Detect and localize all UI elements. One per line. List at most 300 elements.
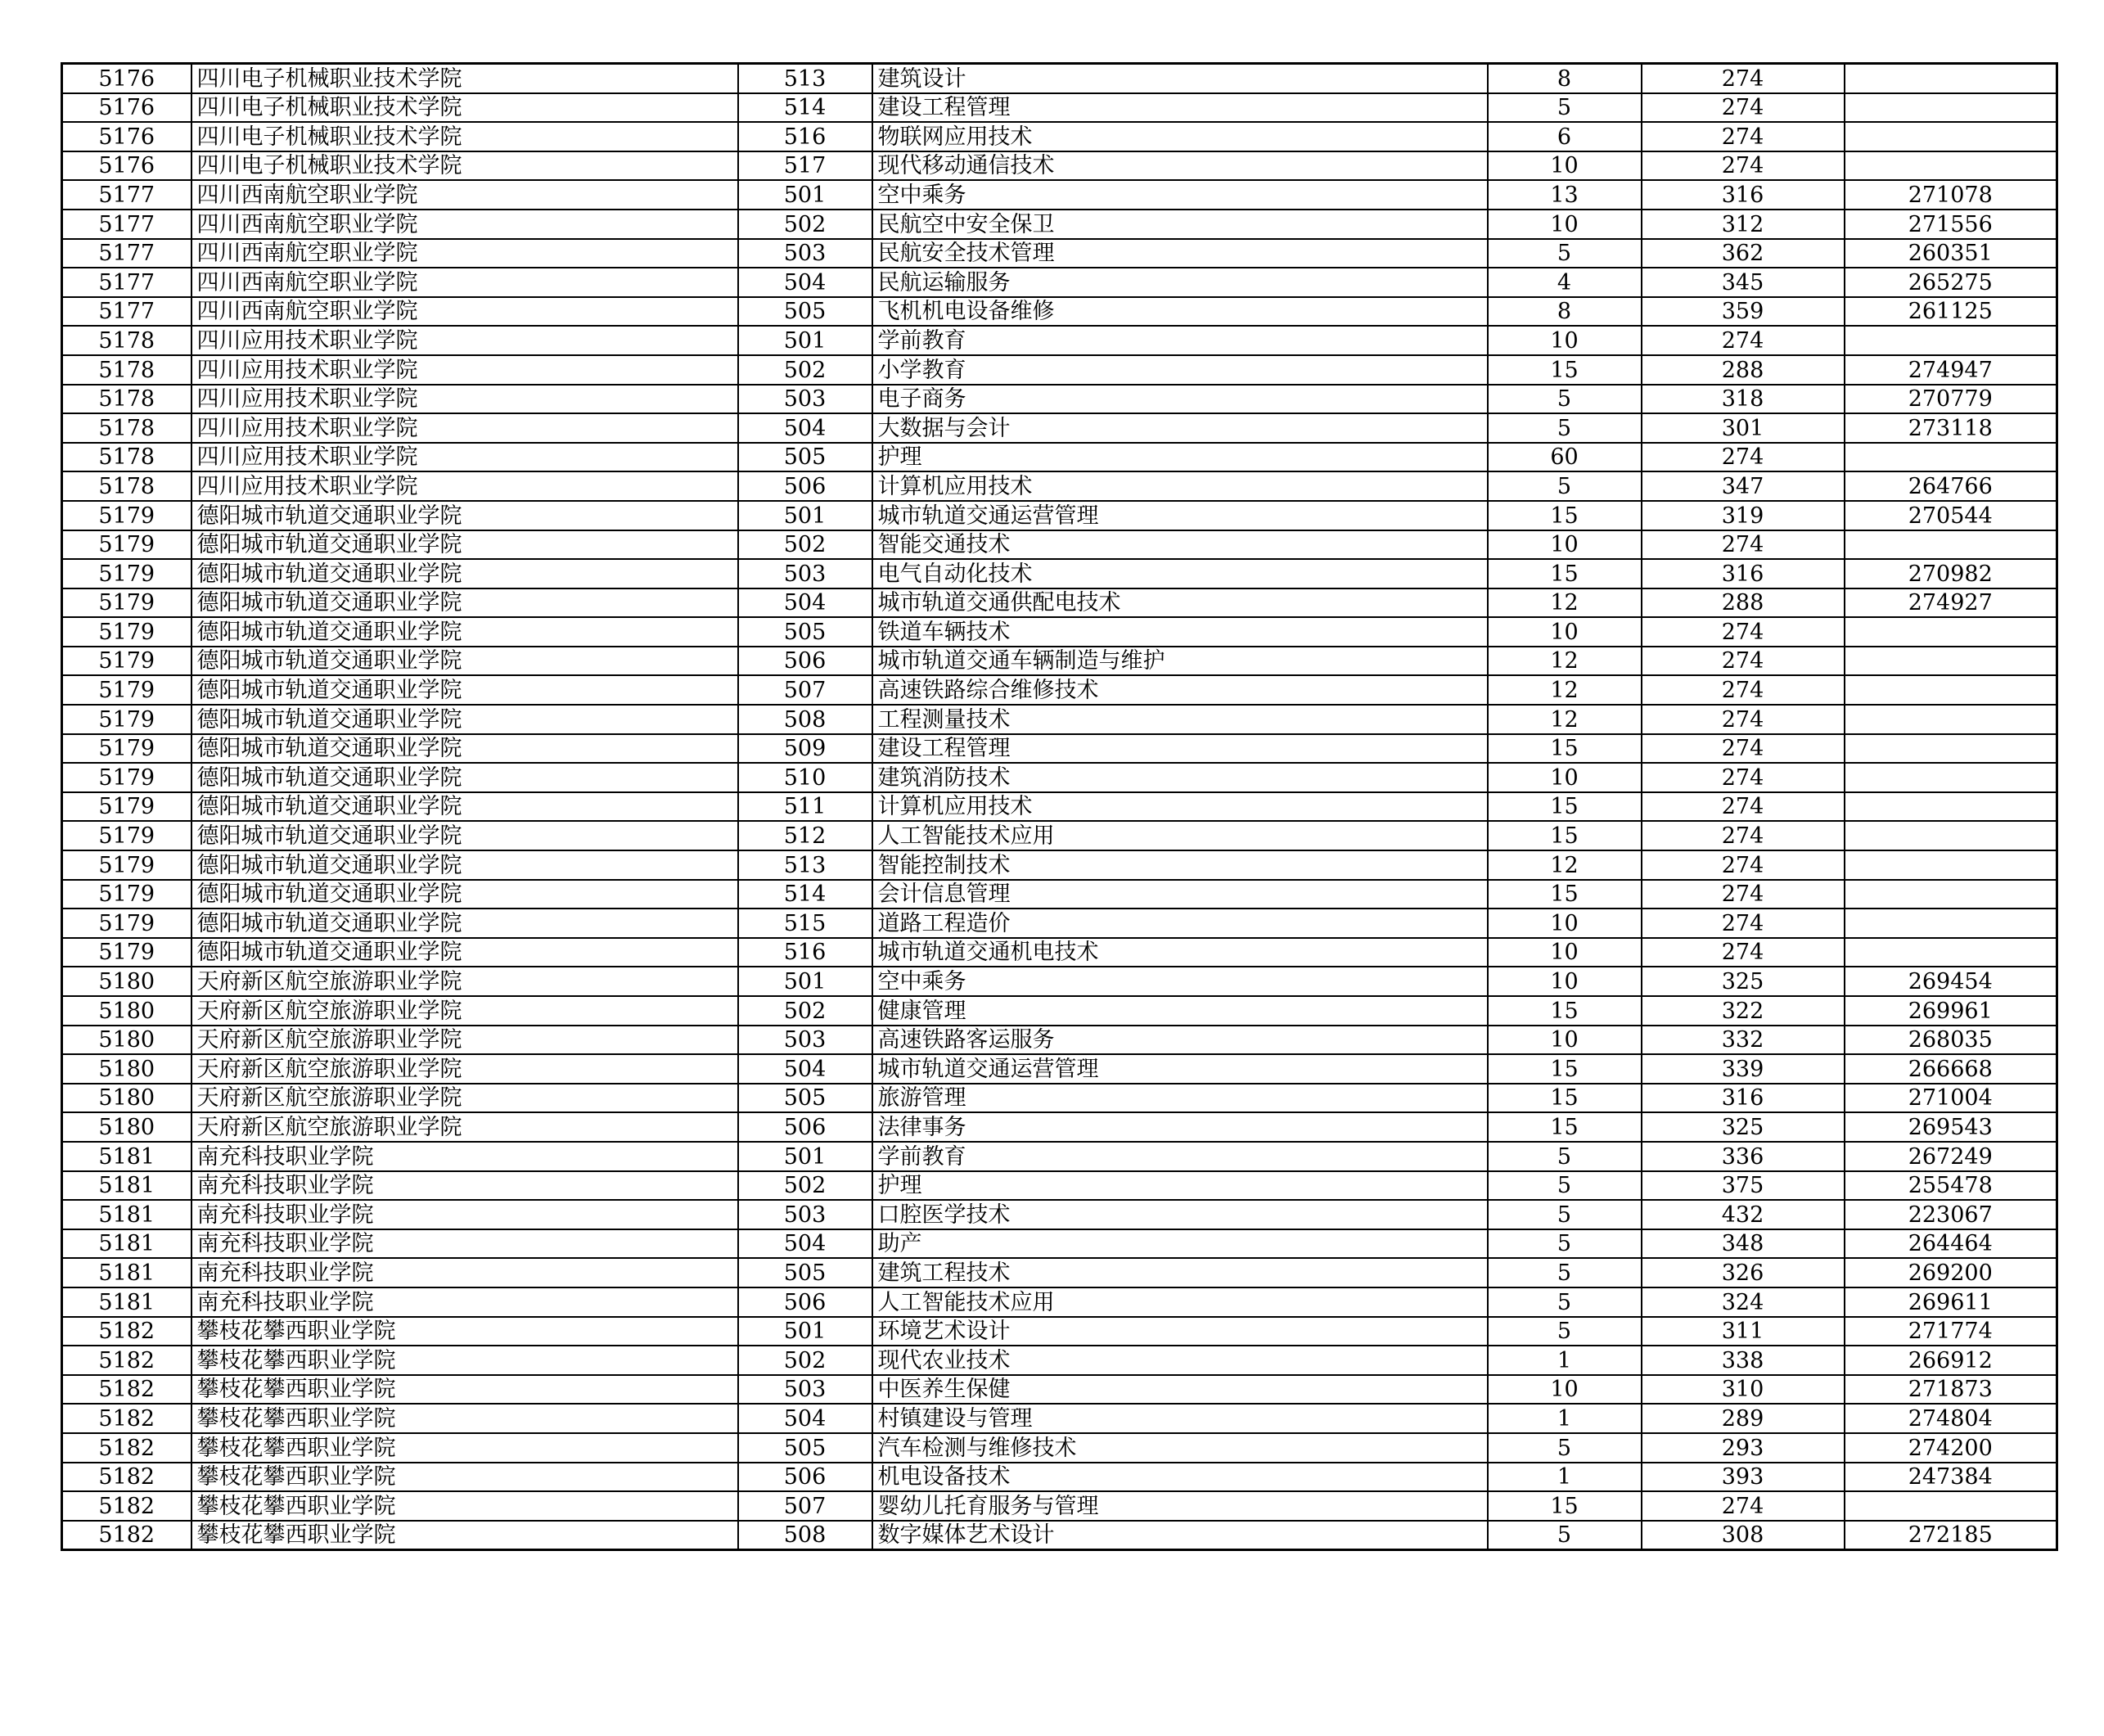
school-code-cell: 5182	[62, 1463, 191, 1492]
table-row	[62, 239, 2057, 268]
table-row	[62, 1287, 2057, 1317]
min-rank-cell: 270779	[1845, 385, 2057, 414]
school-name-cell: 四川应用技术职业学院	[191, 471, 738, 501]
min-score-cell: 316	[1642, 559, 1845, 588]
min-rank-cell	[1845, 938, 2057, 967]
min-rank-cell: 223067	[1845, 1200, 2057, 1229]
major-code-cell: 516	[738, 938, 872, 967]
min-rank-cell: 269611	[1845, 1287, 2057, 1317]
table-row	[62, 559, 2057, 588]
min-score-cell: 274	[1642, 909, 1845, 938]
school-code-cell: 5179	[62, 938, 191, 967]
min-rank-cell: 274947	[1845, 355, 2057, 385]
plan-count-cell: 10	[1488, 151, 1642, 181]
min-rank-cell: 260351	[1845, 239, 2057, 268]
major-code-cell: 513	[738, 64, 872, 93]
table-row	[62, 647, 2057, 676]
min-score-cell: 362	[1642, 239, 1845, 268]
table-row	[62, 1375, 2057, 1405]
school-name-cell: 南充科技职业学院	[191, 1142, 738, 1171]
min-score-cell: 288	[1642, 588, 1845, 618]
school-name-cell: 四川西南航空职业学院	[191, 297, 738, 327]
min-rank-cell	[1845, 763, 2057, 792]
min-score-cell: 274	[1642, 705, 1845, 734]
min-rank-cell: 264464	[1845, 1229, 2057, 1259]
major-name-cell: 村镇建设与管理	[872, 1404, 1488, 1433]
major-name-cell: 计算机应用技术	[872, 471, 1488, 501]
major-code-cell: 508	[738, 1521, 872, 1550]
plan-count-cell: 10	[1488, 530, 1642, 560]
table-row	[62, 93, 2057, 123]
min-rank-cell: 270982	[1845, 559, 2057, 588]
school-code-cell: 5182	[62, 1375, 191, 1405]
school-name-cell: 四川应用技术职业学院	[191, 443, 738, 472]
school-name-cell: 攀枝花攀西职业学院	[191, 1491, 738, 1521]
major-code-cell: 510	[738, 763, 872, 792]
school-name-cell: 攀枝花攀西职业学院	[191, 1521, 738, 1550]
min-score-cell: 316	[1642, 180, 1845, 210]
table-row	[62, 210, 2057, 239]
min-rank-cell: 266912	[1845, 1346, 2057, 1375]
admission-table	[61, 62, 2058, 1551]
school-code-cell: 5179	[62, 821, 191, 850]
major-name-cell: 智能控制技术	[872, 850, 1488, 880]
plan-count-cell: 15	[1488, 821, 1642, 850]
min-score-cell: 336	[1642, 1142, 1845, 1171]
min-score-cell: 339	[1642, 1054, 1845, 1084]
major-name-cell: 城市轨道交通运营管理	[872, 501, 1488, 530]
school-code-cell: 5179	[62, 909, 191, 938]
school-code-cell: 5180	[62, 996, 191, 1026]
school-code-cell: 5180	[62, 1112, 191, 1142]
min-score-cell: 274	[1642, 64, 1845, 93]
school-name-cell: 德阳城市轨道交通职业学院	[191, 675, 738, 705]
min-rank-cell: 267249	[1845, 1142, 2057, 1171]
table-row	[62, 326, 2057, 355]
major-name-cell: 飞机机电设备维修	[872, 297, 1488, 327]
major-code-cell: 505	[738, 617, 872, 647]
min-score-cell: 274	[1642, 530, 1845, 560]
major-name-cell: 护理	[872, 1171, 1488, 1201]
table-row	[62, 1433, 2057, 1463]
major-code-cell: 502	[738, 1171, 872, 1201]
plan-count-cell: 15	[1488, 734, 1642, 764]
table-row	[62, 385, 2057, 414]
major-name-cell: 旅游管理	[872, 1084, 1488, 1113]
major-name-cell: 学前教育	[872, 326, 1488, 355]
min-score-cell: 274	[1642, 763, 1845, 792]
plan-count-cell: 5	[1488, 1142, 1642, 1171]
school-name-cell: 攀枝花攀西职业学院	[191, 1463, 738, 1492]
min-rank-cell	[1845, 617, 2057, 647]
major-name-cell: 高速铁路综合维修技术	[872, 675, 1488, 705]
school-code-cell: 5180	[62, 1026, 191, 1055]
major-name-cell: 计算机应用技术	[872, 792, 1488, 822]
major-code-cell: 503	[738, 385, 872, 414]
major-name-cell: 现代移动通信技术	[872, 151, 1488, 181]
major-name-cell: 助产	[872, 1229, 1488, 1259]
plan-count-cell: 10	[1488, 1375, 1642, 1405]
school-name-cell: 攀枝花攀西职业学院	[191, 1375, 738, 1405]
major-name-cell: 空中乘务	[872, 967, 1488, 996]
major-name-cell: 电子商务	[872, 385, 1488, 414]
school-code-cell: 5179	[62, 675, 191, 705]
school-name-cell: 天府新区航空旅游职业学院	[191, 1084, 738, 1113]
min-score-cell: 324	[1642, 1287, 1845, 1317]
plan-count-cell: 15	[1488, 559, 1642, 588]
min-rank-cell: 269543	[1845, 1112, 2057, 1142]
min-score-cell: 348	[1642, 1229, 1845, 1259]
plan-count-cell: 6	[1488, 122, 1642, 151]
school-name-cell: 四川应用技术职业学院	[191, 326, 738, 355]
school-name-cell: 天府新区航空旅游职业学院	[191, 1112, 738, 1142]
min-rank-cell	[1845, 151, 2057, 181]
min-rank-cell: 269454	[1845, 967, 2057, 996]
major-name-cell: 建筑设计	[872, 64, 1488, 93]
plan-count-cell: 15	[1488, 996, 1642, 1026]
min-rank-cell: 255478	[1845, 1171, 2057, 1201]
school-code-cell: 5182	[62, 1433, 191, 1463]
major-code-cell: 503	[738, 1026, 872, 1055]
table-row	[62, 1112, 2057, 1142]
school-code-cell: 5180	[62, 1054, 191, 1084]
plan-count-cell: 12	[1488, 675, 1642, 705]
table-row	[62, 122, 2057, 151]
plan-count-cell: 1	[1488, 1404, 1642, 1433]
min-score-cell: 347	[1642, 471, 1845, 501]
min-rank-cell: 271873	[1845, 1375, 2057, 1405]
major-name-cell: 口腔医学技术	[872, 1200, 1488, 1229]
min-rank-cell	[1845, 326, 2057, 355]
major-name-cell: 汽车检测与维修技术	[872, 1433, 1488, 1463]
major-code-cell: 502	[738, 996, 872, 1026]
major-name-cell: 建筑工程技术	[872, 1258, 1488, 1287]
plan-count-cell: 4	[1488, 268, 1642, 297]
school-name-cell: 四川电子机械职业技术学院	[191, 64, 738, 93]
major-name-cell: 学前教育	[872, 1142, 1488, 1171]
major-name-cell: 建设工程管理	[872, 734, 1488, 764]
min-score-cell: 274	[1642, 122, 1845, 151]
major-code-cell: 503	[738, 1200, 872, 1229]
min-score-cell: 322	[1642, 996, 1845, 1026]
school-name-cell: 德阳城市轨道交通职业学院	[191, 588, 738, 618]
school-name-cell: 攀枝花攀西职业学院	[191, 1404, 738, 1433]
table-body	[62, 64, 2057, 1550]
min-score-cell: 289	[1642, 1404, 1845, 1433]
plan-count-cell: 10	[1488, 210, 1642, 239]
table-row	[62, 967, 2057, 996]
major-code-cell: 504	[738, 268, 872, 297]
table-row	[62, 1258, 2057, 1287]
school-name-cell: 德阳城市轨道交通职业学院	[191, 501, 738, 530]
school-code-cell: 5182	[62, 1491, 191, 1521]
major-code-cell: 501	[738, 1317, 872, 1346]
major-code-cell: 505	[738, 1258, 872, 1287]
major-code-cell: 512	[738, 821, 872, 850]
major-name-cell: 中医养生保健	[872, 1375, 1488, 1405]
min-rank-cell	[1845, 850, 2057, 880]
min-rank-cell	[1845, 909, 2057, 938]
school-code-cell: 5181	[62, 1142, 191, 1171]
major-name-cell: 铁道车辆技术	[872, 617, 1488, 647]
major-code-cell: 515	[738, 909, 872, 938]
school-code-cell: 5182	[62, 1404, 191, 1433]
major-name-cell: 建筑消防技术	[872, 763, 1488, 792]
school-name-cell: 天府新区航空旅游职业学院	[191, 967, 738, 996]
major-name-cell: 城市轨道交通运营管理	[872, 1054, 1488, 1084]
min-rank-cell: 269200	[1845, 1258, 2057, 1287]
major-code-cell: 503	[738, 559, 872, 588]
major-name-cell: 婴幼儿托育服务与管理	[872, 1491, 1488, 1521]
table-row	[62, 617, 2057, 647]
min-score-cell: 274	[1642, 443, 1845, 472]
plan-count-cell: 5	[1488, 1258, 1642, 1287]
plan-count-cell: 15	[1488, 1112, 1642, 1142]
major-code-cell: 505	[738, 297, 872, 327]
school-code-cell: 5180	[62, 1084, 191, 1113]
school-name-cell: 四川西南航空职业学院	[191, 210, 738, 239]
school-name-cell: 南充科技职业学院	[191, 1258, 738, 1287]
min-score-cell: 274	[1642, 617, 1845, 647]
plan-count-cell: 60	[1488, 443, 1642, 472]
plan-count-cell: 13	[1488, 180, 1642, 210]
school-code-cell: 5179	[62, 850, 191, 880]
min-score-cell: 274	[1642, 850, 1845, 880]
major-code-cell: 507	[738, 675, 872, 705]
min-score-cell: 325	[1642, 1112, 1845, 1142]
min-rank-cell	[1845, 1491, 2057, 1521]
major-code-cell: 504	[738, 1229, 872, 1259]
min-score-cell: 375	[1642, 1171, 1845, 1201]
school-code-cell: 5179	[62, 588, 191, 618]
min-score-cell: 318	[1642, 385, 1845, 414]
school-name-cell: 天府新区航空旅游职业学院	[191, 996, 738, 1026]
table-row	[62, 64, 2057, 93]
major-name-cell: 人工智能技术应用	[872, 821, 1488, 850]
school-code-cell: 5178	[62, 385, 191, 414]
min-score-cell: 319	[1642, 501, 1845, 530]
major-name-cell: 城市轨道交通机电技术	[872, 938, 1488, 967]
school-code-cell: 5181	[62, 1171, 191, 1201]
plan-count-cell: 5	[1488, 471, 1642, 501]
school-name-cell: 南充科技职业学院	[191, 1229, 738, 1259]
major-name-cell: 民航空中安全保卫	[872, 210, 1488, 239]
school-name-cell: 四川应用技术职业学院	[191, 413, 738, 443]
plan-count-cell: 15	[1488, 1491, 1642, 1521]
school-code-cell: 5177	[62, 268, 191, 297]
school-code-cell: 5178	[62, 355, 191, 385]
table-row	[62, 821, 2057, 850]
plan-count-cell: 5	[1488, 1433, 1642, 1463]
table-row	[62, 180, 2057, 210]
major-code-cell: 507	[738, 1491, 872, 1521]
major-name-cell: 民航运输服务	[872, 268, 1488, 297]
min-rank-cell: 271556	[1845, 210, 2057, 239]
major-name-cell: 工程测量技术	[872, 705, 1488, 734]
plan-count-cell: 15	[1488, 1084, 1642, 1113]
min-score-cell: 288	[1642, 355, 1845, 385]
school-name-cell: 德阳城市轨道交通职业学院	[191, 938, 738, 967]
plan-count-cell: 5	[1488, 1229, 1642, 1259]
school-name-cell: 四川应用技术职业学院	[191, 385, 738, 414]
major-code-cell: 509	[738, 734, 872, 764]
major-code-cell: 503	[738, 1375, 872, 1405]
table-row	[62, 1084, 2057, 1113]
major-code-cell: 501	[738, 180, 872, 210]
school-code-cell: 5178	[62, 443, 191, 472]
table-row	[62, 850, 2057, 880]
school-code-cell: 5180	[62, 967, 191, 996]
plan-count-cell: 8	[1488, 64, 1642, 93]
min-score-cell: 345	[1642, 268, 1845, 297]
school-code-cell: 5181	[62, 1287, 191, 1317]
table-row	[62, 355, 2057, 385]
plan-count-cell: 12	[1488, 588, 1642, 618]
table-row	[62, 938, 2057, 967]
major-name-cell: 现代农业技术	[872, 1346, 1488, 1375]
min-rank-cell: 247384	[1845, 1463, 2057, 1492]
plan-count-cell: 15	[1488, 1054, 1642, 1084]
school-name-cell: 攀枝花攀西职业学院	[191, 1346, 738, 1375]
school-name-cell: 德阳城市轨道交通职业学院	[191, 880, 738, 909]
school-code-cell: 5178	[62, 326, 191, 355]
min-rank-cell	[1845, 443, 2057, 472]
plan-count-cell: 10	[1488, 938, 1642, 967]
min-score-cell: 274	[1642, 647, 1845, 676]
school-name-cell: 四川电子机械职业技术学院	[191, 151, 738, 181]
min-rank-cell: 274927	[1845, 588, 2057, 618]
major-code-cell: 508	[738, 705, 872, 734]
min-score-cell: 274	[1642, 675, 1845, 705]
min-rank-cell	[1845, 64, 2057, 93]
plan-count-cell: 15	[1488, 792, 1642, 822]
major-code-cell: 504	[738, 1054, 872, 1084]
school-name-cell: 德阳城市轨道交通职业学院	[191, 763, 738, 792]
major-code-cell: 506	[738, 1287, 872, 1317]
min-score-cell: 293	[1642, 1433, 1845, 1463]
major-code-cell: 511	[738, 792, 872, 822]
min-rank-cell: 271078	[1845, 180, 2057, 210]
school-code-cell: 5179	[62, 792, 191, 822]
min-rank-cell: 273118	[1845, 413, 2057, 443]
school-code-cell: 5176	[62, 151, 191, 181]
min-rank-cell: 268035	[1845, 1026, 2057, 1055]
plan-count-cell: 10	[1488, 763, 1642, 792]
school-name-cell: 德阳城市轨道交通职业学院	[191, 821, 738, 850]
major-name-cell: 小学教育	[872, 355, 1488, 385]
major-name-cell: 会计信息管理	[872, 880, 1488, 909]
plan-count-cell: 5	[1488, 1171, 1642, 1201]
plan-count-cell: 15	[1488, 501, 1642, 530]
school-code-cell: 5176	[62, 64, 191, 93]
min-score-cell: 338	[1642, 1346, 1845, 1375]
min-rank-cell	[1845, 647, 2057, 676]
school-name-cell: 德阳城市轨道交通职业学院	[191, 850, 738, 880]
school-name-cell: 四川电子机械职业技术学院	[191, 122, 738, 151]
min-rank-cell	[1845, 792, 2057, 822]
table-row	[62, 443, 2057, 472]
major-name-cell: 法律事务	[872, 1112, 1488, 1142]
plan-count-cell: 5	[1488, 239, 1642, 268]
table-row	[62, 1200, 2057, 1229]
table-row	[62, 1229, 2057, 1259]
table-row	[62, 996, 2057, 1026]
school-name-cell: 四川西南航空职业学院	[191, 239, 738, 268]
school-code-cell: 5177	[62, 297, 191, 327]
school-code-cell: 5179	[62, 734, 191, 764]
min-score-cell: 325	[1642, 967, 1845, 996]
school-code-cell: 5178	[62, 413, 191, 443]
plan-count-cell: 10	[1488, 326, 1642, 355]
min-rank-cell: 264766	[1845, 471, 2057, 501]
school-code-cell: 5181	[62, 1200, 191, 1229]
school-name-cell: 四川应用技术职业学院	[191, 355, 738, 385]
school-code-cell: 5179	[62, 647, 191, 676]
min-rank-cell	[1845, 675, 2057, 705]
major-code-cell: 502	[738, 210, 872, 239]
major-code-cell: 517	[738, 151, 872, 181]
major-code-cell: 505	[738, 1433, 872, 1463]
min-score-cell: 274	[1642, 326, 1845, 355]
min-score-cell: 274	[1642, 734, 1845, 764]
plan-count-cell: 5	[1488, 1521, 1642, 1550]
min-score-cell: 311	[1642, 1317, 1845, 1346]
school-code-cell: 5179	[62, 705, 191, 734]
major-code-cell: 501	[738, 326, 872, 355]
table-row	[62, 501, 2057, 530]
table-row	[62, 297, 2057, 327]
table-row	[62, 1346, 2057, 1375]
plan-count-cell: 15	[1488, 355, 1642, 385]
major-name-cell: 大数据与会计	[872, 413, 1488, 443]
school-name-cell: 天府新区航空旅游职业学院	[191, 1026, 738, 1055]
major-code-cell: 504	[738, 1404, 872, 1433]
table-row	[62, 705, 2057, 734]
major-code-cell: 505	[738, 1084, 872, 1113]
min-score-cell: 332	[1642, 1026, 1845, 1055]
table-row	[62, 530, 2057, 560]
min-rank-cell: 271004	[1845, 1084, 2057, 1113]
table-row	[62, 675, 2057, 705]
min-rank-cell	[1845, 122, 2057, 151]
school-code-cell: 5177	[62, 210, 191, 239]
school-code-cell: 5179	[62, 880, 191, 909]
plan-count-cell: 5	[1488, 413, 1642, 443]
min-score-cell: 274	[1642, 938, 1845, 967]
school-name-cell: 南充科技职业学院	[191, 1287, 738, 1317]
school-code-cell: 5179	[62, 617, 191, 647]
school-name-cell: 德阳城市轨道交通职业学院	[191, 909, 738, 938]
school-code-cell: 5181	[62, 1229, 191, 1259]
table-row	[62, 1491, 2057, 1521]
min-rank-cell: 271774	[1845, 1317, 2057, 1346]
major-code-cell: 513	[738, 850, 872, 880]
table-row	[62, 268, 2057, 297]
table-row	[62, 880, 2057, 909]
min-score-cell: 312	[1642, 210, 1845, 239]
school-code-cell: 5176	[62, 93, 191, 123]
school-code-cell: 5179	[62, 763, 191, 792]
school-name-cell: 四川电子机械职业技术学院	[191, 93, 738, 123]
table-row	[62, 1142, 2057, 1171]
min-rank-cell	[1845, 530, 2057, 560]
major-name-cell: 建设工程管理	[872, 93, 1488, 123]
major-code-cell: 506	[738, 647, 872, 676]
plan-count-cell: 8	[1488, 297, 1642, 327]
major-code-cell: 516	[738, 122, 872, 151]
major-code-cell: 505	[738, 443, 872, 472]
major-name-cell: 高速铁路客运服务	[872, 1026, 1488, 1055]
